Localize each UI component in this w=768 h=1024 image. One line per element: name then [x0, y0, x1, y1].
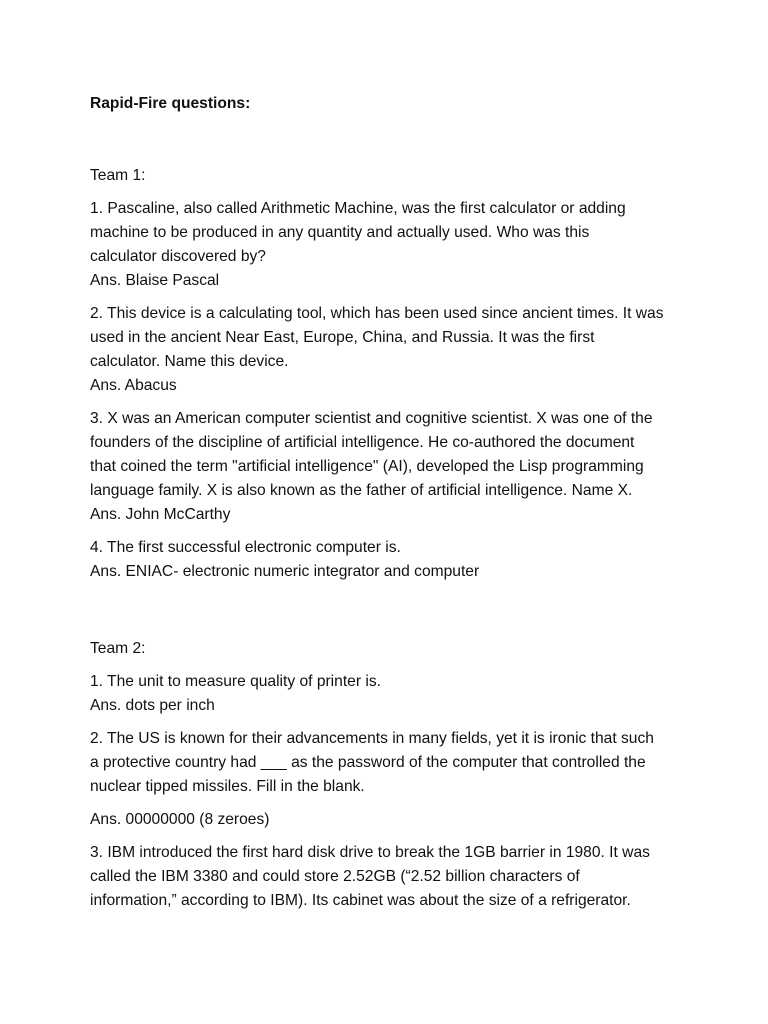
team-1-section	[90, 164, 690, 584]
answer-line: Ans. Blaise Pascal	[90, 272, 220, 289]
team-2-heading: Team 2:	[90, 640, 146, 657]
answer-line: Ans. Abacus	[90, 377, 177, 394]
answer-line: Ans. John McCarthy	[90, 506, 231, 523]
team-2-question-3	[90, 841, 690, 913]
team-1-question-2	[90, 302, 690, 398]
question-line: 3. X was an American computer scientist and cognitive scientist. X was one of the	[90, 410, 653, 427]
answer-line: Ans. 00000000 (8 zeroes)	[90, 811, 270, 828]
question-line: language family. X is also known as the father of artificial intelligence. Name X.	[90, 482, 633, 499]
team-2-section	[90, 637, 690, 913]
team-1-heading: Team 1:	[90, 167, 146, 184]
question-line: 4. The first successful electronic computer is.	[90, 539, 401, 556]
team-1-question-4	[90, 536, 690, 584]
answer-line: Ans. dots per inch	[90, 697, 215, 714]
question-line: called the IBM 3380 and could store 2.52GB (“2.52 billion characters of	[90, 868, 580, 885]
team-1-question-1	[90, 197, 690, 293]
question-line: 2. The US is known for their advancements in many fields, yet it is ironic that such	[90, 730, 654, 747]
spacer	[90, 116, 690, 164]
spacer	[90, 593, 690, 637]
question-line: information,” according to IBM). Its cabinet was about the size of a refrigerator.	[90, 892, 631, 909]
question-line: that coined the term "artificial intelligence" (AI), developed the Lisp programming	[90, 458, 644, 475]
team-1-question-3	[90, 407, 690, 527]
question-line: calculator discovered by?	[90, 248, 266, 265]
question-line: 3. IBM introduced the first hard disk drive to break the 1GB barrier in 1980. It was	[90, 844, 650, 861]
question-line: 2. This device is a calculating tool, which has been used since ancient times. It was	[90, 305, 664, 322]
question-line: 1. The unit to measure quality of printer is.	[90, 673, 381, 690]
question-line: founders of the discipline of artificial intelligence. He co-authored the document	[90, 434, 635, 451]
answer-line: Ans. ENIAC- electronic numeric integrator and computer	[90, 563, 480, 580]
document-title: Rapid-Fire questions:	[90, 95, 251, 112]
question-line: used in the ancient Near East, Europe, China, and Russia. It was the first	[90, 329, 595, 346]
question-line: nuclear tipped missiles. Fill in the blank.	[90, 778, 365, 795]
question-line: 1. Pascaline, also called Arithmetic Machine, was the first calculator or adding	[90, 200, 626, 217]
team-2-answer-2	[90, 808, 690, 832]
question-line: machine to be produced in any quantity and actually used. Who was this	[90, 224, 590, 241]
team-2-question-1	[90, 670, 690, 718]
document-body	[90, 92, 690, 922]
question-line: calculator. Name this device.	[90, 353, 289, 370]
team-2-question-2	[90, 727, 690, 799]
question-line: a protective country had ___ as the password of the computer that controlled the	[90, 754, 646, 771]
